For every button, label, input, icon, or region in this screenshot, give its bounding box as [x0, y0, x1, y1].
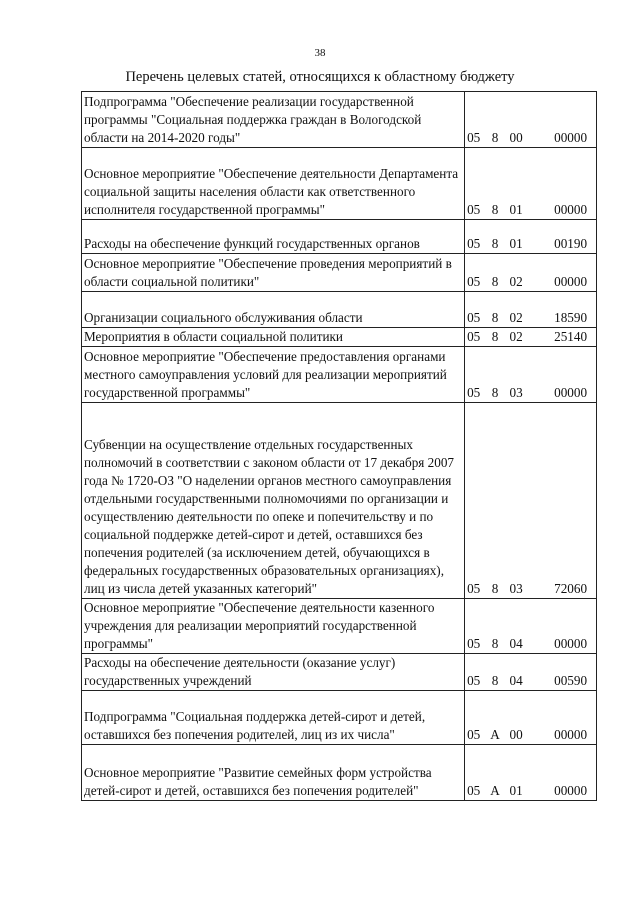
row-code	[465, 599, 597, 654]
code-subprogram: 8	[491, 274, 499, 289]
code-subprogram: 8	[491, 130, 499, 145]
row-description: Основное мероприятие "Развитие семейных форм устройства детей-сирот и детей, оставшихся без попечения родителей"	[82, 745, 465, 801]
row-code	[465, 254, 597, 292]
row-description: Мероприятия в области социальной политики	[82, 328, 465, 347]
code-direction: 00000	[554, 727, 588, 742]
code-program: 05	[467, 581, 481, 596]
code-program: 05	[467, 385, 481, 400]
code-event: 04	[509, 673, 523, 688]
code-subprogram: А	[490, 783, 500, 798]
code-subprogram: 8	[491, 581, 499, 596]
table-row	[82, 347, 597, 403]
code-direction: 00000	[554, 202, 588, 217]
row-description: Субвенции на осуществление отдельных государственных полномочий в соответствии с законом области от 17 декабря 2007 года № 1720-ОЗ "О наделении органов местного самоуправления отдельными государственными полномочиями по организации и осуществлению деятельности по опеке и попечительству и по социальной поддержке детей-сирот и детей, оставшихся без попечения родителей (за исключением детей, обучающихся в федеральных государственных образовательных организациях), лиц из числа детей указанных категорий"	[82, 403, 465, 599]
code-event: 02	[509, 329, 523, 344]
target-articles-table	[81, 91, 597, 801]
code-subprogram: 8	[491, 329, 499, 344]
code-subprogram: 8	[491, 636, 499, 651]
code-direction: 18590	[554, 310, 588, 325]
row-description: Основное мероприятие "Обеспечение предоставления органами местного самоуправления условий для реализации мероприятий государственной программы"	[82, 347, 465, 403]
code-direction: 00000	[554, 130, 588, 145]
table-row	[82, 691, 597, 745]
row-code	[465, 403, 597, 599]
code-direction: 00000	[554, 385, 588, 400]
row-description: Подпрограмма "Социальная поддержка детей-сирот и детей, оставшихся без попечения родителей, лиц из их числа"	[82, 691, 465, 745]
row-code	[465, 328, 597, 347]
row-description: Основное мероприятие "Обеспечение деятельности казенного учреждения для реализации мероприятий государственной программы"	[82, 599, 465, 654]
table-row	[82, 599, 597, 654]
code-program: 05	[467, 636, 481, 651]
row-code	[465, 292, 597, 328]
code-event: 02	[509, 310, 523, 325]
code-event: 04	[509, 636, 523, 651]
code-direction: 00000	[554, 274, 588, 289]
code-program: 05	[467, 329, 481, 344]
code-direction: 00000	[554, 783, 588, 798]
code-subprogram: А	[490, 727, 500, 742]
table-row	[82, 220, 597, 254]
row-description: Организации социального обслуживания области	[82, 292, 465, 328]
code-program: 05	[467, 236, 481, 251]
code-subprogram: 8	[491, 310, 499, 325]
code-subprogram: 8	[491, 236, 499, 251]
row-description: Основное мероприятие "Обеспечение деятельности Департамента социальной защиты населения области как ответственного исполнителя государственной программы"	[82, 148, 465, 220]
page-number: 38	[314, 47, 326, 59]
code-program: 05	[467, 310, 481, 325]
code-event: 00	[509, 130, 523, 145]
table-row	[82, 328, 597, 347]
code-direction: 00590	[554, 673, 588, 688]
code-direction: 25140	[554, 329, 588, 344]
code-subprogram: 8	[491, 385, 499, 400]
row-code	[465, 745, 597, 801]
row-description: Расходы на обеспечение деятельности (оказание услуг) государственных учреждений	[82, 654, 465, 691]
code-program: 05	[467, 727, 481, 742]
code-event: 00	[509, 727, 523, 742]
code-program: 05	[467, 783, 481, 798]
code-program: 05	[467, 130, 481, 145]
row-description: Расходы на обеспечение функций государственных органов	[82, 220, 465, 254]
table-row	[82, 403, 597, 599]
row-code	[465, 654, 597, 691]
code-direction: 00000	[554, 636, 588, 651]
code-event: 03	[509, 385, 523, 400]
table-row	[82, 92, 597, 148]
table-row	[82, 292, 597, 328]
table-row	[82, 745, 597, 801]
row-code	[465, 148, 597, 220]
code-event: 02	[509, 274, 523, 289]
table-row	[82, 254, 597, 292]
code-event: 01	[509, 783, 523, 798]
row-code	[465, 220, 597, 254]
row-description: Основное мероприятие "Обеспечение проведения мероприятий в области социальной политики"	[82, 254, 465, 292]
row-description: Подпрограмма "Обеспечение реализации государственной программы "Социальная поддержка граждан в Вологодской области на 2014-2020 годы"	[82, 92, 465, 148]
row-code	[465, 691, 597, 745]
table-row	[82, 148, 597, 220]
code-subprogram: 8	[491, 673, 499, 688]
code-event: 01	[509, 202, 523, 217]
code-subprogram: 8	[491, 202, 499, 217]
code-program: 05	[467, 673, 481, 688]
code-program: 05	[467, 274, 481, 289]
code-event: 01	[509, 236, 523, 251]
row-code	[465, 347, 597, 403]
code-direction: 00190	[554, 236, 588, 251]
document-title: Перечень целевых статей, относящихся к областному бюджету	[125, 69, 515, 85]
row-code	[465, 92, 597, 148]
code-program: 05	[467, 202, 481, 217]
table-row	[82, 654, 597, 691]
code-event: 03	[509, 581, 523, 596]
code-direction: 72060	[554, 581, 588, 596]
